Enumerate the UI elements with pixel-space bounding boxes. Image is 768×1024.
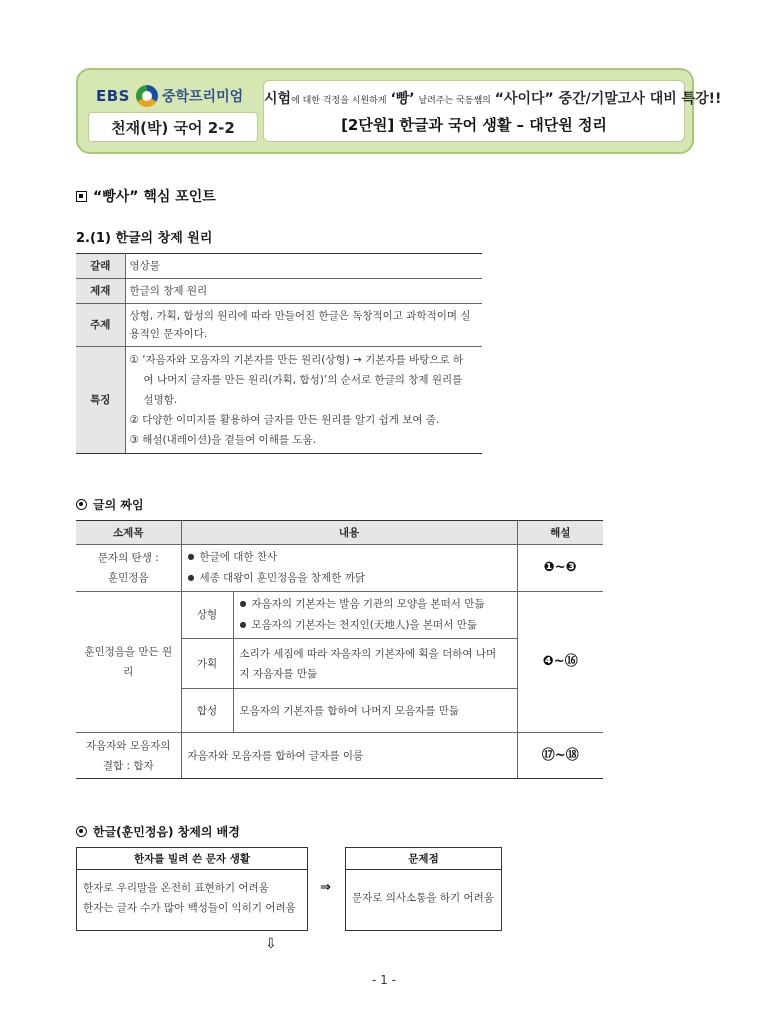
col-header-ref: 해설 xyxy=(517,521,603,545)
section-heading xyxy=(76,186,216,206)
title-tagline xyxy=(264,88,722,108)
background-heading-text: 한글(훈민정음) 창제의 배경 xyxy=(93,825,240,839)
row1-subtitle xyxy=(76,545,181,592)
value-subject: 한글의 창제 원리 xyxy=(125,279,482,304)
section-heading-text: “빵사” 핵심 포인트 xyxy=(93,189,216,205)
feature-line: ③ 해설(내레이션)을 곁들여 이해를 도움. xyxy=(129,434,316,446)
row3-ref: ⑰~⑱ xyxy=(517,733,603,779)
list-item: ● 세종 대왕이 훈민정음을 창제한 까닭 xyxy=(188,568,511,589)
label-theme: 주제 xyxy=(76,304,125,347)
gahoek-line: 소리가 세짐에 따라 자음자의 기본자에 획을 더하여 나머 xyxy=(239,647,497,660)
row2-ref: ❹~⑯ xyxy=(517,592,603,733)
feature-line: 여 나머지 글자를 만든 원리(가획, 합성)’의 순서로 한글의 창제 원리를 xyxy=(143,374,463,386)
ebs-logo-icon xyxy=(136,85,158,107)
gahoek-line: 지 자음자를 만듦 xyxy=(239,667,318,680)
row1-subtitle-line: 문자의 탄생 : xyxy=(97,552,159,564)
table-row xyxy=(76,592,603,639)
table-row xyxy=(76,347,482,454)
square-bullet-icon xyxy=(76,191,87,202)
row1-content xyxy=(181,545,517,592)
structure-heading xyxy=(76,496,144,513)
table-header-row xyxy=(76,521,603,545)
title-box xyxy=(263,80,722,142)
info-table xyxy=(76,253,482,454)
structure-table xyxy=(76,520,603,779)
hapseong-label: 합성 xyxy=(181,689,233,733)
unit-title: [2단원] 한글과 국어 생활 – 대단원 정리 xyxy=(341,116,607,134)
table-row xyxy=(76,279,482,304)
sangh-label: 상형 xyxy=(181,592,233,639)
left-box-title: 한자를 빌려 쓴 문자 생활 xyxy=(77,848,307,870)
brand-premium: 중학프리미엄 xyxy=(161,89,244,105)
row2-subtitle: 훈민정음을 만든 원리 xyxy=(76,592,181,733)
col-header-content: 내용 xyxy=(181,521,517,545)
header-banner xyxy=(76,68,722,154)
title-part-2: 에 대한 걱정을 시원하게 xyxy=(291,96,387,106)
feature-line: 설명함. xyxy=(143,394,178,406)
subsection-heading: 2.(1) 한글의 창제 원리 xyxy=(76,231,213,246)
feature-line: ① ‘자음자와 모음자의 기본자를 만든 원리(상형) → 기본자를 바탕으로 하 xyxy=(129,354,464,366)
feature-line: ② 다양한 이미지를 활용하여 글자를 만든 원리를 알기 쉽게 보여 줌. xyxy=(129,414,440,426)
title-part-5: “사이다” 중간/기말고사 대비 특강!! xyxy=(494,91,722,107)
left-box-line: 한자는 글자 수가 많아 백성들이 익히기 어려움 xyxy=(83,902,296,914)
row3-subtitle xyxy=(76,733,181,779)
arrow-right-icon: ⇒ xyxy=(320,880,331,895)
row3-subtitle-line: 결합 : 합자 xyxy=(102,759,154,772)
gahoek-label: 가획 xyxy=(181,639,233,689)
row3-content: 자음자와 모음자를 합하여 글자를 이룸 xyxy=(181,733,517,779)
title-part-1: 시험 xyxy=(264,91,292,107)
circle-bullet-icon xyxy=(76,826,87,837)
row1-subtitle-line: 훈민정음 xyxy=(107,572,149,584)
right-box-title: 문제점 xyxy=(346,848,501,870)
title-part-3: ‘빵’ xyxy=(390,91,415,107)
table-row xyxy=(76,545,603,592)
brand-ebs: EBS xyxy=(96,87,130,105)
value-genre: 영상물 xyxy=(125,254,482,279)
left-box-line: 한자로 우리말을 온전히 표현하기 어려움 xyxy=(83,882,269,894)
theme-line: 용적인 문자이다. xyxy=(129,328,208,340)
circle-bullet-icon xyxy=(76,499,87,510)
theme-line: 상형, 가획, 합성의 원리에 따라 만들어진 한글은 독창적이고 과학적이며 실 xyxy=(129,310,471,322)
label-features: 특징 xyxy=(76,347,125,454)
page-number: - 1 - xyxy=(372,973,396,987)
background-heading xyxy=(76,823,240,840)
table-row xyxy=(76,733,603,779)
left-box-body xyxy=(77,870,307,926)
gahoek-content xyxy=(233,639,517,689)
label-subject: 제재 xyxy=(76,279,125,304)
row3-subtitle-line: 자음자와 모음자의 xyxy=(86,739,171,752)
sangh-content xyxy=(233,592,517,639)
brand-logo xyxy=(96,83,243,109)
list-item: ● 자음자의 기본자는 발음 기관의 모양을 본떠서 만듦 xyxy=(240,594,511,615)
list-item: ● 모음자의 기본자는 천지인(天地人)을 본떠서 만듦 xyxy=(240,615,511,636)
textbook-label: 천재(박) 국어 2-2 xyxy=(88,112,258,142)
list-item: ● 한글에 대한 찬사 xyxy=(188,547,511,568)
hapseong-content: 모음자의 기본자를 합하여 나머지 모음자를 만듦 xyxy=(233,689,517,733)
row1-ref: ❶~❸ xyxy=(517,545,603,592)
title-part-4: 날려주는 국동쌤의 xyxy=(418,96,491,106)
table-row xyxy=(76,304,482,347)
table-row xyxy=(76,254,482,279)
background-right-box xyxy=(345,847,502,931)
label-genre: 갈래 xyxy=(76,254,125,279)
value-theme xyxy=(125,304,482,347)
background-left-box xyxy=(76,847,308,931)
value-features xyxy=(125,347,482,454)
right-box-body: 문자로 의사소통을 하기 어려움 xyxy=(352,892,494,904)
structure-heading-text: 글의 짜임 xyxy=(93,498,144,512)
arrow-down-icon: ⇩ xyxy=(265,936,277,952)
col-header-subtitle: 소제목 xyxy=(76,521,181,545)
